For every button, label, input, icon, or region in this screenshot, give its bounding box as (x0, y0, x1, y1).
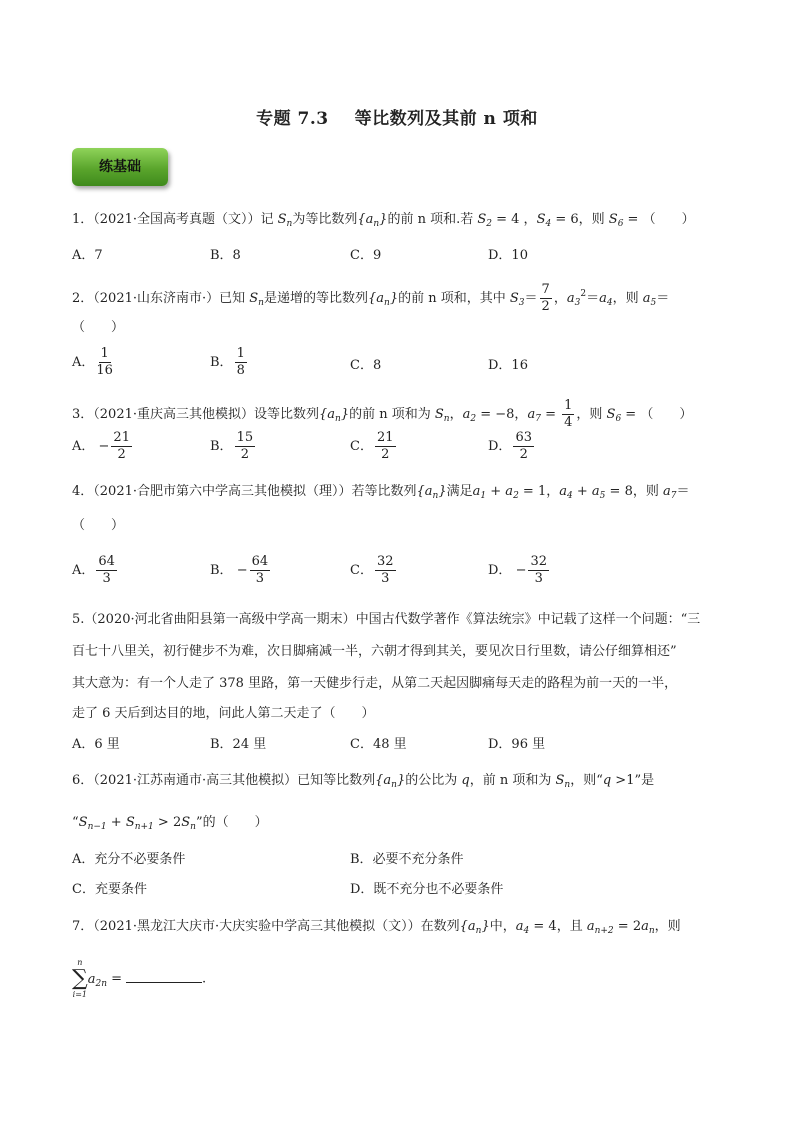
question-6: 6．（2021·江苏南通市·高三其他模拟）已知等比数列$\{a_n\}$的公比为 q，前 n 项和为 $S_n$，则“q >1”是 (72, 773, 655, 790)
question-1: 1．（2021·全国高考真题（文））记 $S_n$为等比数列$\{a_n\}$的前 n 项和.若 $S_2 = 4$ ，$S_4 = 6$，则 $S_6$ = （ ） (72, 212, 695, 229)
q6-option-d: D．既不充分也不必要条件 (350, 882, 504, 897)
q6-option-a: A．充分不必要条件 (72, 852, 186, 867)
question-5-line-1: 5.（2020·河北省曲阳县第一高级中学高一期末）中国古代数学著作《算法统宗》中记载了这样一个问题：“三 (72, 612, 701, 627)
q1-option-d: D．10 (488, 248, 528, 263)
q2-answer-paren: （ ） (72, 320, 125, 335)
q5-option-b: B．24 里 (210, 737, 267, 752)
q6-option-b: B．必要不充分条件 (350, 852, 464, 867)
q5-option-c: C．48 里 (350, 737, 407, 752)
question-7: 7．（2021·黑龙江大庆市·大庆实验中学高三其他模拟（文））在数列$\{a_n\}$中，$a_4 = 4$，且 $a_{n+2} = 2a_n$，则 (72, 919, 681, 936)
q5-option-d: D．96 里 (488, 737, 546, 752)
q4-option-d: D． − $\frac{32}{3}$ (488, 554, 548, 586)
question-2: 2．（2021·山东济南市·）已知 $S_n$是递增的等比数列$\{a_n\}$的前 n 项和，其中 $S_3=$ $\frac{7}{2}$ ，$a_3^2=a_4$，则 $a_5=$ (72, 282, 670, 314)
q4-answer-paren: （ ） (72, 518, 125, 533)
q3-option-c: C． $\frac{21}{2}$ (350, 430, 394, 462)
q3-option-b: B． $\frac{15}{2}$ (210, 430, 254, 462)
q2-option-c: C．8 (350, 358, 382, 373)
question-4: 4．（2021·合肥市第六中学高三其他模拟（理））若等比数列$\{a_n\}$满足$a_1 + a_2 = 1$，$a_4 + a_5 = 8$，则 $a_7=$ (72, 484, 690, 501)
question-5-line-4: 走了 6 天后到达目的地，问此人第二天走了（ ） (72, 706, 375, 721)
q1-option-a: A．7 (72, 248, 103, 263)
q1-option-c: C．9 (350, 248, 382, 263)
answer-blank (126, 982, 202, 983)
section-badge: 练基础 (72, 148, 168, 186)
q4-option-b: B． − $\frac{64}{3}$ (210, 554, 269, 586)
question-3: 3．（2021·重庆高三其他模拟）设等比数列$\{a_n\}$的前 n 项和为 $S_n$，$a_2 = -8$，$a_7$ = $\frac{1}{4}$ ，则 $S_6$ = （ ） (72, 398, 693, 430)
q2-option-d: D．16 (488, 358, 528, 373)
q3-option-a: A． − $\frac{21}{2}$ (72, 430, 130, 462)
page-title: 专题 7.3 等比数列及其前 n 项和 (256, 109, 538, 129)
question-5-line-3: 其大意为：有一个人走了 378 里路，第一天健步行走，从第二天起因脚痛每天走的路程为前一天的一半， (72, 676, 678, 691)
q4-option-a: A． $\frac{64}{3}$ (72, 554, 115, 586)
question-6-line-2: “$S_{n-1} + S_{n+1} > 2S_n$”的（ ） (72, 815, 268, 832)
summation-symbol: n ∑ i=1 (72, 958, 88, 999)
q3-option-d: D． $\frac{63}{2}$ (488, 430, 532, 462)
q6-option-c: C．充要条件 (72, 882, 147, 897)
question-5-line-2: 百七十八里关，初行健步不为难，次日脚痛减一半，六朝才得到其关，要见次日行里数，请公仔细算相还” (72, 644, 677, 659)
question-7-answer: n ∑ i=1 $a_{2n}$ = . (72, 958, 207, 999)
q5-option-a: A．6 里 (72, 737, 120, 752)
q4-option-c: C． $\frac{32}{3}$ (350, 554, 394, 586)
q2-option-a: A． $\frac{1}{16}$ (72, 346, 113, 378)
q1-option-b: B．8 (210, 248, 241, 263)
q2-option-b: B． $\frac{1}{8}$ (210, 346, 245, 378)
